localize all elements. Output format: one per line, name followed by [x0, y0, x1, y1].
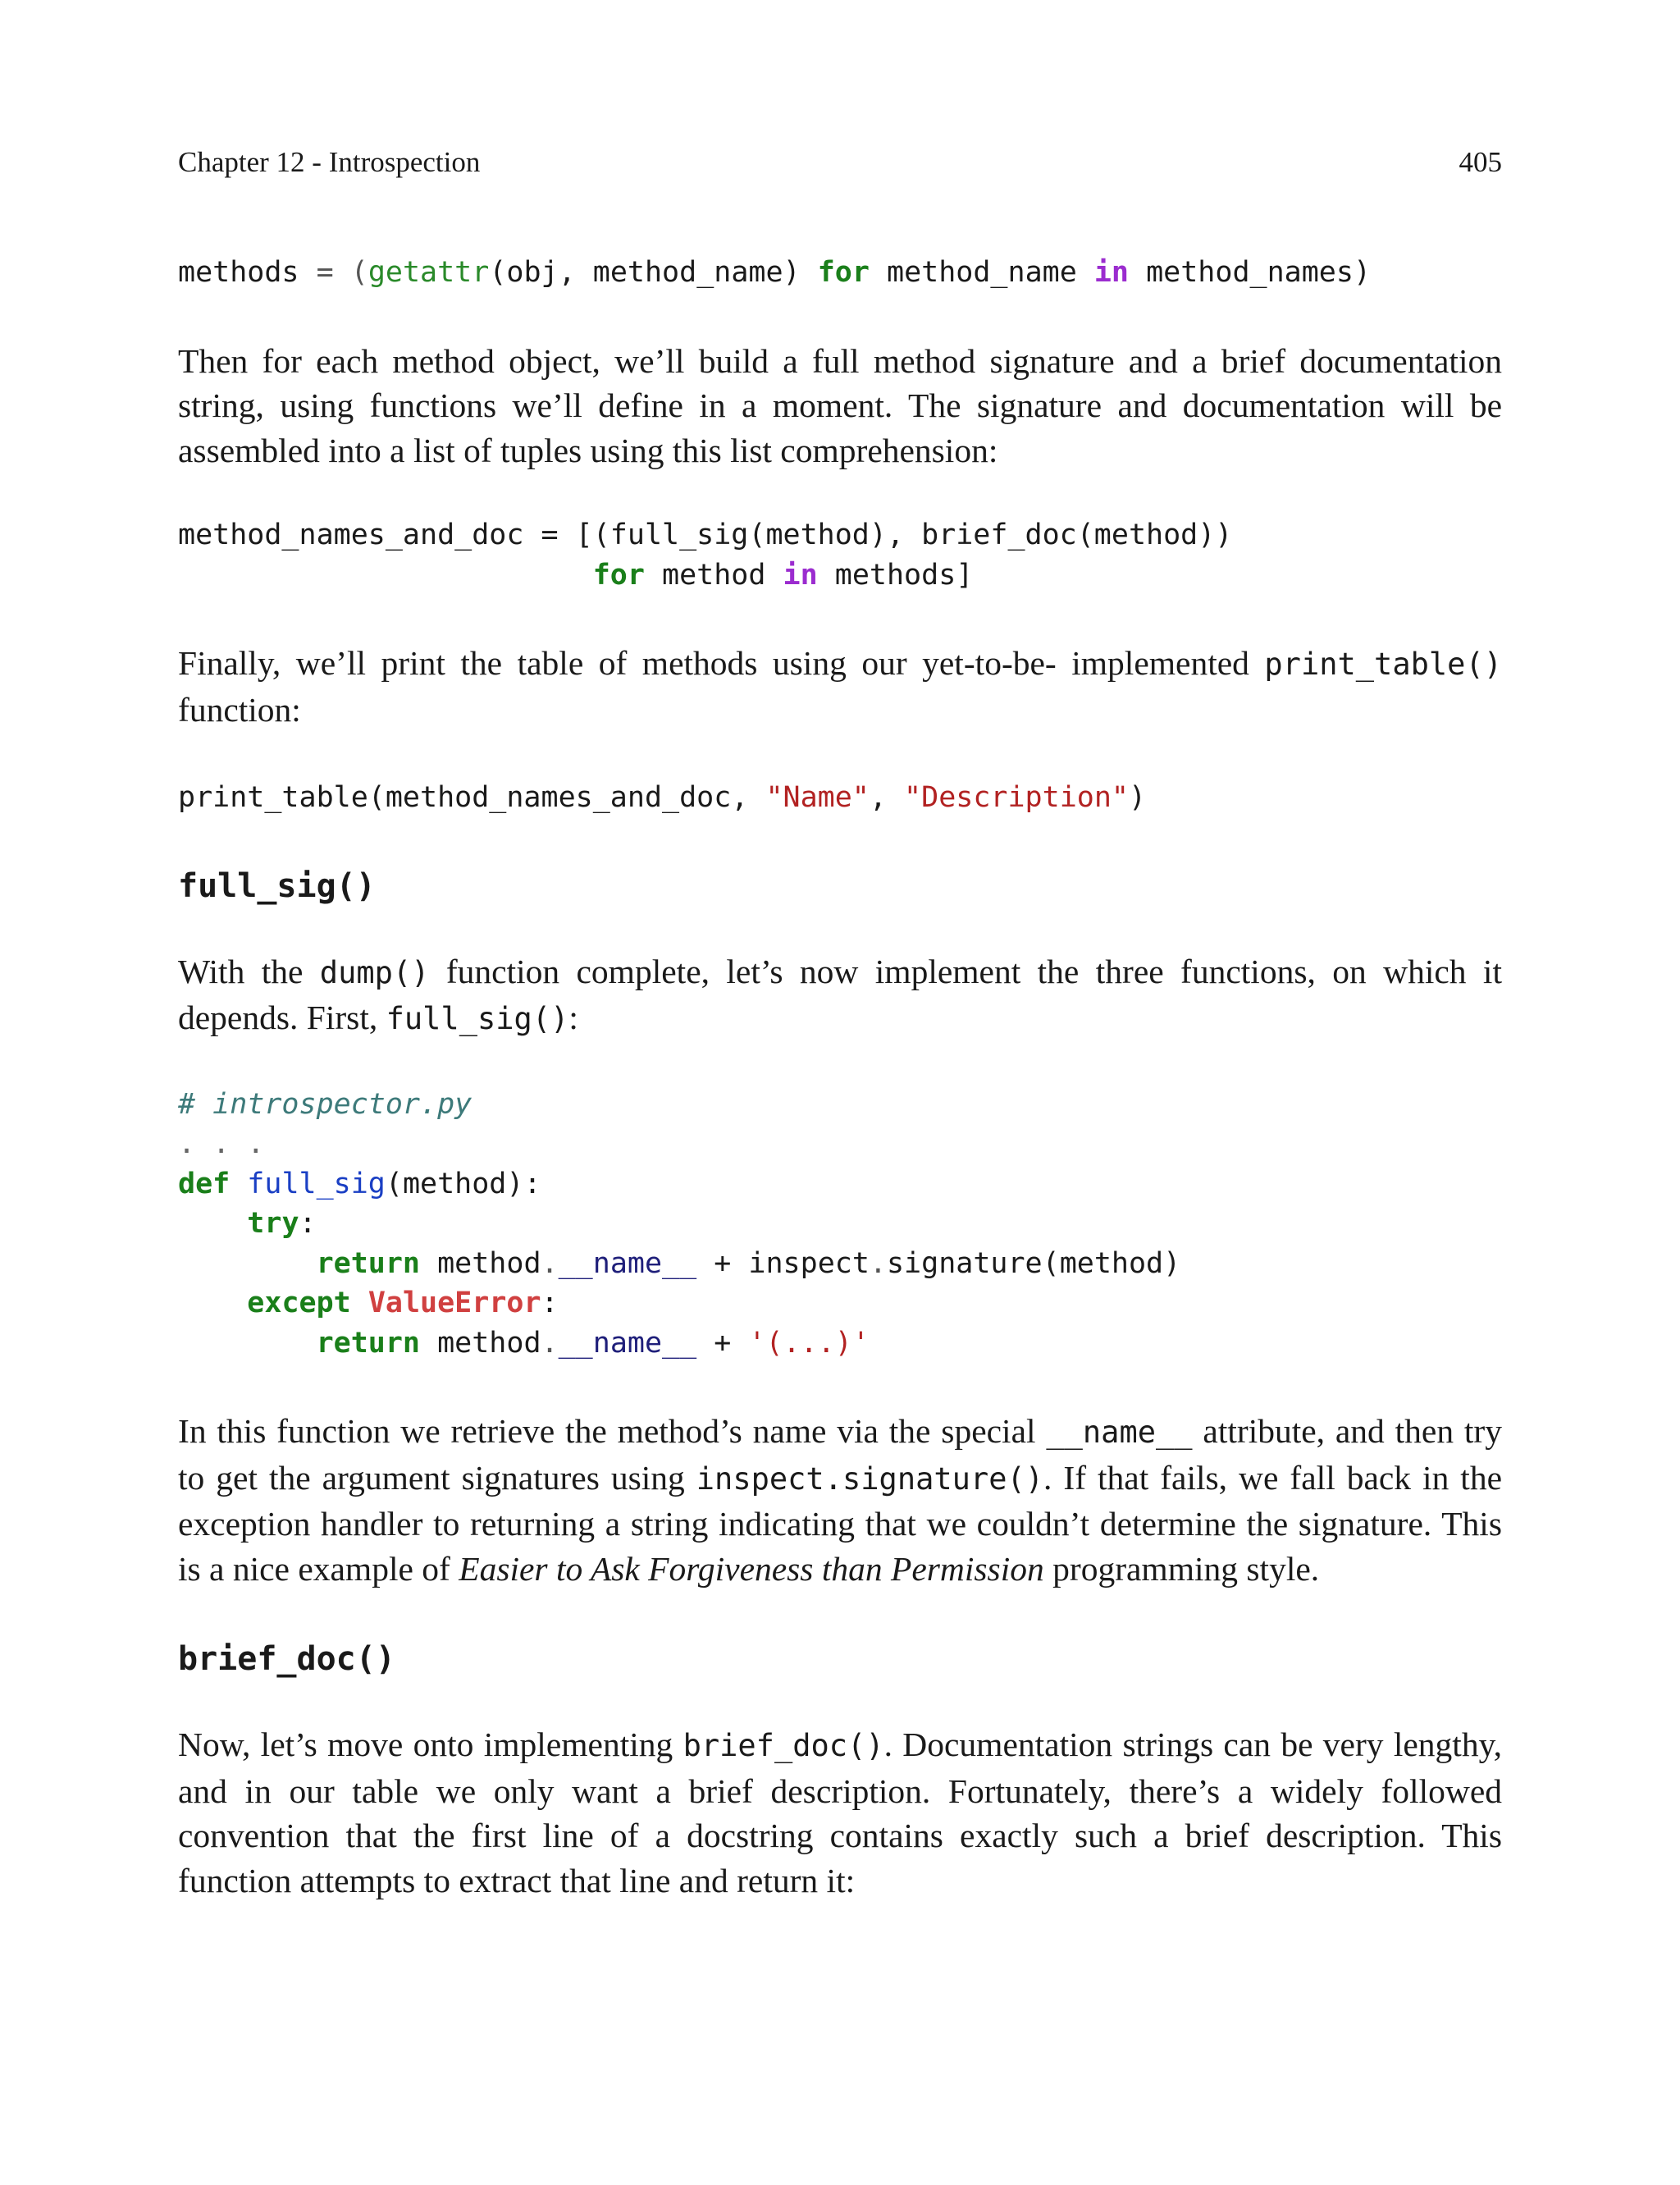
paragraph — [178, 1722, 1502, 1903]
inline-code: brief_doc() — [682, 1728, 884, 1763]
code-token: = ( — [299, 256, 368, 289]
text-run: : — [568, 999, 578, 1036]
inline-code: print_table() — [1264, 647, 1502, 682]
emphasis: Easier to Ask Forgiveness than Permission — [459, 1549, 1044, 1588]
code-token: ) — [1128, 781, 1147, 814]
text-run: . If that fails, we fall back in the exception handler to returning a string indicating that we couldn’t determine the signature. This is a nice example of — [178, 1458, 1503, 1588]
code-comment: # introspector.py — [178, 1087, 472, 1121]
code-token: + — [696, 1326, 749, 1360]
text-run: programming style. — [1043, 1549, 1320, 1588]
chapter-title: Chapter 12 - Introspection — [178, 146, 481, 178]
code-ellipsis: . . . — [178, 1127, 265, 1160]
page-content — [178, 246, 1502, 1903]
code-token: (method): — [385, 1167, 541, 1200]
code-keyword: for — [817, 256, 870, 289]
section-heading-full-sig: full_sig() — [178, 866, 376, 905]
code-block-list-comprehension — [178, 515, 1502, 595]
section-heading-brief-doc: brief_doc() — [178, 1640, 395, 1678]
code-block-full-sig — [178, 1085, 1502, 1364]
inline-code: full_sig() — [386, 1001, 569, 1036]
text-run: In this function we retrieve the method’s name via the special — [178, 1412, 1047, 1450]
text-run: function: — [178, 690, 301, 729]
code-token: signature(method) — [886, 1246, 1181, 1280]
paragraph — [178, 1409, 1502, 1591]
text-run: Now, let’s move onto implementing — [178, 1726, 683, 1763]
code-keyword: def — [178, 1167, 231, 1200]
text-run: With the — [178, 952, 320, 990]
page-header — [178, 146, 1502, 187]
inline-code: dump() — [319, 954, 430, 990]
code-dunder: __name__ — [558, 1326, 697, 1360]
text-run: Finally, we’ll print the table of methods using our yet-to-be- implemented — [178, 644, 1265, 682]
code-token: method_names) — [1129, 256, 1372, 289]
code-token: method — [420, 1246, 541, 1280]
code-keyword: return — [316, 1326, 421, 1360]
paragraph: Then for each method object, we’ll build a full method signature and a brief documentation string, using functions we’ll define in a moment. The signature and documentation will be assembled into a list of tuples using this list comprehension: — [178, 341, 1502, 469]
code-keyword: for — [592, 558, 645, 592]
code-builtin: getattr — [368, 256, 490, 289]
code-string: "Name" — [765, 781, 870, 814]
code-keyword: return — [316, 1246, 421, 1280]
code-token: method — [644, 558, 783, 592]
code-string: '(...)' — [748, 1326, 870, 1360]
code-keyword: in — [1093, 256, 1130, 289]
code-string: "Description" — [904, 781, 1129, 814]
code-token: methods — [178, 256, 299, 289]
paragraph — [178, 949, 1502, 1042]
code-dunder: __name__ — [558, 1246, 697, 1280]
code-token: . — [541, 1246, 559, 1280]
page-number: 405 — [1459, 146, 1502, 178]
inline-code: __name__ — [1046, 1415, 1193, 1450]
code-indent — [178, 559, 593, 592]
code-line: method_names_and_doc = [(full_sig(method), brief_doc(method)) — [178, 519, 1233, 551]
text-run: function complete, let’s now implement the three functions, on which it depends. First, — [178, 952, 1502, 1036]
text-run: . Documentation strings can be very lengthy, and in our table we only want a brief description. Fortunately, there’s a widely followed convention that the first line of a docstring contains exactly such a brief description. This function attempts to extract that line and return it: — [178, 1726, 1503, 1899]
code-keyword: except — [247, 1287, 351, 1319]
code-exception: ValueError — [368, 1287, 541, 1319]
code-token: methods] — [817, 558, 974, 592]
code-token: + inspect — [696, 1246, 870, 1280]
code-token: method_name — [869, 256, 1094, 289]
code-token: : — [299, 1207, 317, 1240]
code-token: , — [869, 781, 905, 814]
code-token: . — [869, 1246, 887, 1280]
paragraph — [178, 641, 1502, 732]
code-keyword: in — [783, 558, 818, 592]
code-token: print_table(method_names_and_doc, — [178, 781, 766, 814]
code-token: (obj, method_name) — [489, 256, 818, 289]
code-keyword: try — [247, 1207, 299, 1240]
text-run: attribute, and then try to get the argument signatures using — [178, 1412, 1503, 1497]
code-token: . — [541, 1326, 559, 1360]
code-function-name: full_sig — [247, 1167, 386, 1200]
inline-code: inspect.signature() — [696, 1460, 1044, 1497]
code-block-methods — [178, 253, 1502, 293]
code-token: method — [420, 1326, 541, 1360]
code-token: : — [541, 1287, 559, 1319]
code-block-print-table — [178, 778, 1502, 818]
